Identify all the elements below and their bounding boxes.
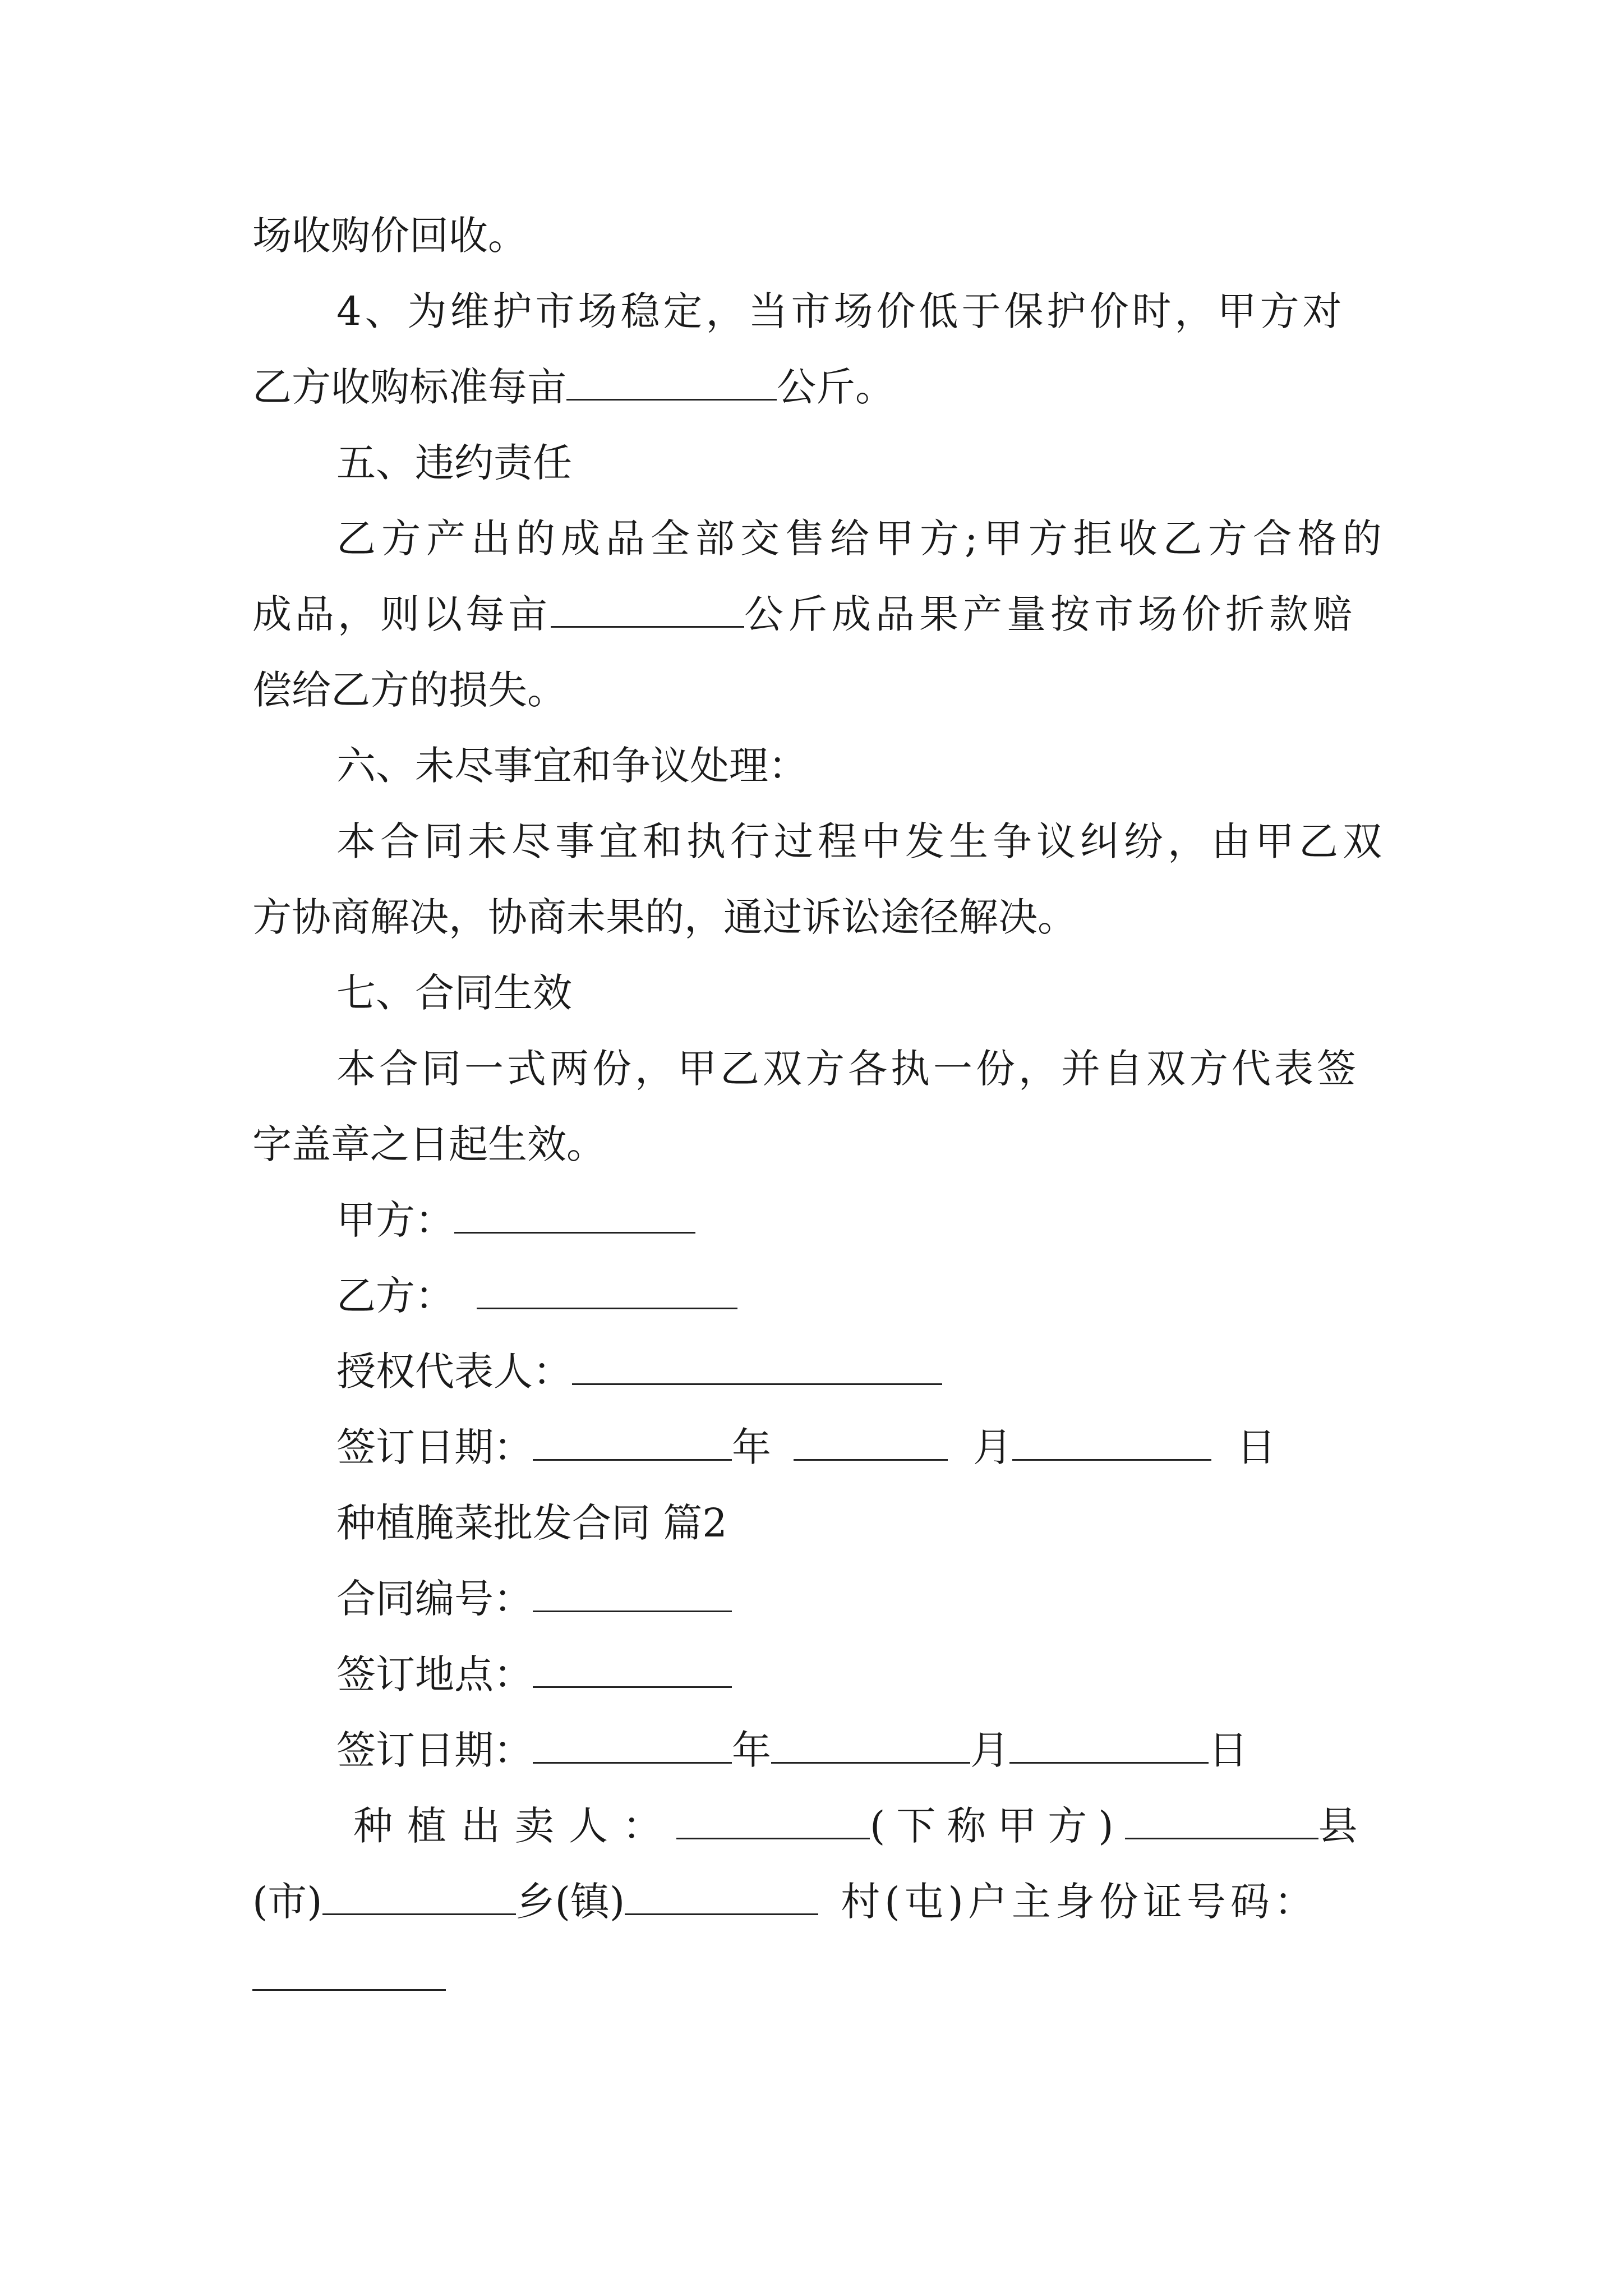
township-field[interactable] [625,1874,818,1915]
year-field[interactable] [533,1723,732,1764]
text: 公斤。 [777,364,895,410]
label: 签订地点： [336,1651,533,1697]
year-field[interactable] [533,1420,732,1461]
section-title: 七、合同生效 [336,970,572,1016]
paragraph-line [252,205,1380,266]
label: 授权代表人： [336,1349,572,1395]
text: (下称甲方) [870,1803,1125,1849]
signature-date [336,1416,1380,1478]
text: 公斤成品果产量按市场价折款赔 [744,591,1357,637]
text: 本合同未尽事宜和执行过程中发生争议纠纷，由甲乙双 [336,818,1386,864]
sign-place-line [336,1644,1380,1705]
paragraph-line [336,811,1386,872]
label: 签订日期： [336,1727,533,1773]
sign-place-field[interactable] [533,1647,732,1688]
label: 甲方： [336,1197,454,1243]
text: 成品，则以每亩 [252,591,551,637]
text: 县 [1318,1803,1358,1849]
signature-party-a [336,1189,1380,1251]
clause-4-line-2 [252,356,1380,418]
text: 月 [970,1727,1009,1773]
label: 签订日期： [336,1424,533,1470]
month-field[interactable] [794,1420,948,1461]
signature-representative [336,1341,1380,1402]
party-a-field[interactable] [454,1193,695,1234]
text: 本合同一式两份，甲乙双方各执一份，并自双方代表签 [336,1046,1359,1092]
text: (市) [252,1879,322,1925]
text: 偿给乙方的损失。 [252,667,566,713]
city-field[interactable] [322,1874,516,1915]
paragraph-line [336,1038,1380,1099]
month-field[interactable] [771,1723,970,1764]
contract-2-title [336,1492,1380,1554]
paragraph-line [336,508,1387,569]
signature-party-b [336,1265,1380,1327]
section-heading-6 [336,735,1380,797]
label: 种植出卖人： [353,1803,676,1849]
paragraph-line [252,886,1380,948]
text: 日 [1209,1727,1248,1773]
blank-field[interactable] [566,360,777,401]
section-title: 六、未尽事宜和争议处理： [336,743,808,789]
day-field[interactable] [1009,1723,1209,1764]
text: 年 [732,1424,771,1470]
text: 乙方产出的成品全部交售给甲方;甲方拒收乙方合格的 [336,516,1387,562]
paragraph-line [252,583,1380,645]
representative-field[interactable] [572,1344,942,1385]
contract-number-line [336,1568,1380,1630]
text: 年 [732,1727,771,1773]
section-heading-7 [336,962,1380,1024]
paragraph-line [252,659,1380,721]
county-field[interactable] [1125,1798,1318,1839]
text: 日 [1237,1424,1276,1470]
section-heading-5 [336,432,1380,494]
contract-number-field[interactable] [533,1571,732,1612]
seller-line [353,1795,1380,1857]
text: 乙方收购标准每亩 [252,364,566,410]
paragraph-line [252,1114,1380,1175]
text: 字盖章之日起生效。 [252,1121,606,1167]
party-b-field[interactable] [477,1268,737,1309]
text: 月 [973,1424,1012,1470]
clause-4-line-1 [336,280,1380,342]
sign-date-2-line [336,1719,1380,1781]
blank-field[interactable] [551,587,744,628]
text: 4、为维护市场稳定，当市场价低于保护价时，甲方对 [336,288,1345,334]
text: 场收购价回收。 [252,213,527,259]
text: 乡(镇) [515,1879,625,1925]
day-field[interactable] [1012,1420,1211,1461]
seller-field[interactable] [676,1798,870,1839]
section-title: 五、违约责任 [336,440,572,486]
text: 村(屯)户主身份证号码： [841,1879,1318,1925]
id-number-field[interactable] [252,1950,446,1991]
label: 合同编号： [336,1576,533,1622]
text: 方协商解决，协商未果的，通过诉讼途径解决。 [252,894,1077,940]
id-number-line [252,1947,1380,2008]
section-title: 种植腌菜批发合同 篇2 [336,1500,727,1546]
label: 乙方： [336,1273,454,1319]
address-line [252,1871,1380,1932]
